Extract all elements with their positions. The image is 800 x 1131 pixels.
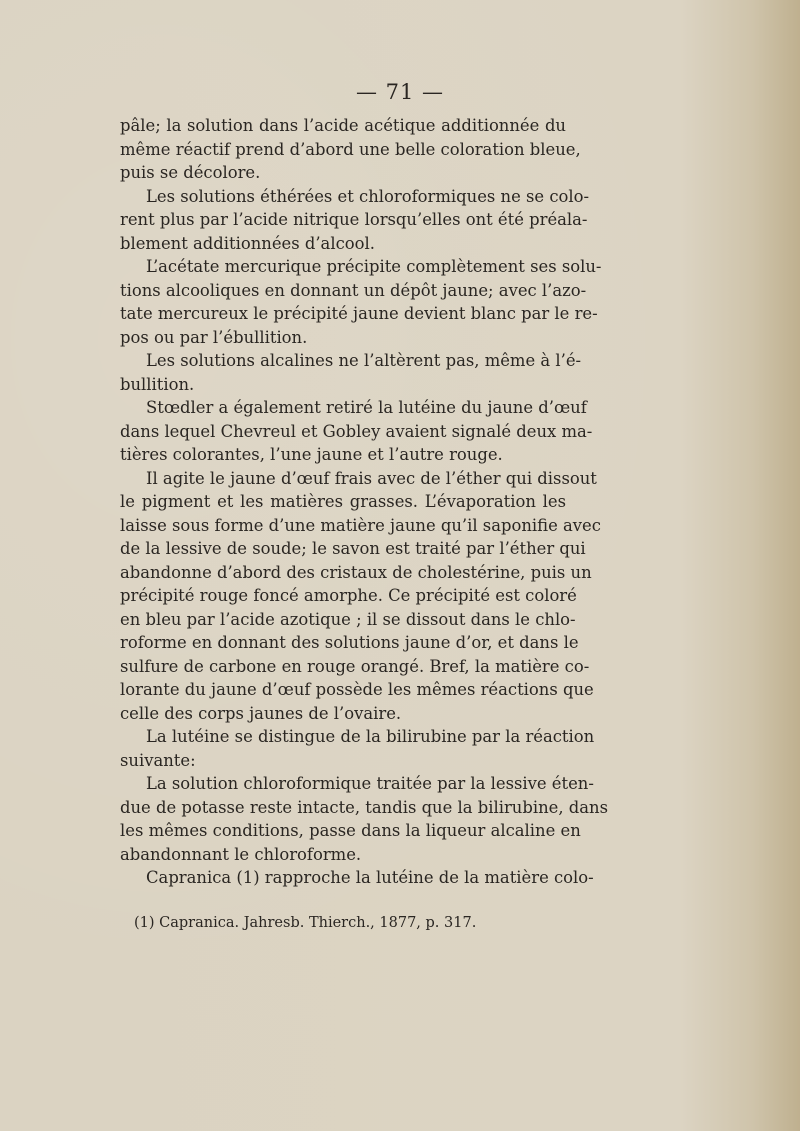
- text-line: pâle; la solution dans l’acide acétique additionnée du: [120, 116, 566, 135]
- text-line: Les solutions éthérées et chloroformiques ne se colo-: [146, 186, 590, 206]
- text-line: sulfure de carbone en rouge orangé. Bref, la matière co-: [120, 656, 590, 676]
- text-line: de la lessive de soude; le savon est traité par l’éther qui: [120, 539, 586, 558]
- text-line: Stœdler a également retiré la lutéine du jaune d’œuf: [146, 398, 587, 417]
- text-line: pos ou par l’ébullition.: [120, 327, 308, 347]
- text-line: le pigment et les matières grasses. L’évaporation les: [120, 492, 566, 511]
- text-line: tières colorantes, l’une jaune et l’autre rouge.: [120, 445, 503, 464]
- text-line: celle des corps jaunes de l’ovaire.: [120, 703, 402, 723]
- text-line: précipité rouge foncé amorphe. Ce précipité est coloré: [120, 586, 577, 605]
- text-line: Les solutions alcalines ne l’altèrent pas, même à l’é-: [146, 351, 582, 370]
- footnote: (1) Capranica. Jahresb. Thierch., 1877, p. 317.: [134, 915, 477, 931]
- text-line: due de potasse reste intacte, tandis que la bilirubine, dans: [120, 797, 609, 817]
- text-line: La solution chloroformique traitée par la lessive éten-: [146, 774, 594, 793]
- text-line: même réactif prend d’abord une belle coloration bleue,: [120, 139, 581, 159]
- text-line: suivante:: [120, 750, 196, 770]
- text-line: puis se décolore.: [120, 163, 261, 182]
- text-line: La lutéine se distingue de la bilirubine par la réaction: [146, 727, 595, 746]
- text-line: Capranica (1) rapproche la lutéine de la matière colo-: [146, 868, 594, 887]
- page-number: — 71 —: [355, 80, 445, 104]
- text-line: laisse sous forme d’une matière jaune qu’il saponifie avec: [120, 515, 601, 535]
- body-text: [120, 114, 609, 890]
- text-line: lorante du jaune d’œuf possède les mêmes réactions que: [120, 680, 594, 699]
- text-line: Il agite le jaune d’œuf frais avec de l’éther qui dissout: [146, 468, 597, 488]
- text-line: abandonnant le chloroforme.: [120, 844, 362, 864]
- text-line: L’acétate mercurique précipite complètement ses solu-: [146, 257, 602, 276]
- text-line: tate mercureux le précipité jaune devient blanc par le re-: [120, 304, 598, 323]
- text-line: abandonne d’abord des cristaux de cholestérine, puis un: [120, 562, 592, 582]
- text-line: tions alcooliques en donnant un dépôt jaune; avec l’azo-: [120, 280, 587, 300]
- text-line: en bleu par l’acide azotique ; il se dissout dans le chlo-: [120, 609, 576, 629]
- text-line: rent plus par l’acide nitrique lorsqu’elles ont été préala-: [120, 210, 588, 229]
- text-line: dans lequel Chevreul et Gobley avaient signalé deux ma-: [120, 421, 593, 441]
- text-line: bullition.: [120, 374, 195, 394]
- text-line: blement additionnées d’alcool.: [120, 233, 375, 253]
- text-line: les mêmes conditions, passe dans la liqueur alcaline en: [120, 821, 581, 840]
- text-line: roforme en donnant des solutions jaune d’or, et dans le: [120, 633, 579, 652]
